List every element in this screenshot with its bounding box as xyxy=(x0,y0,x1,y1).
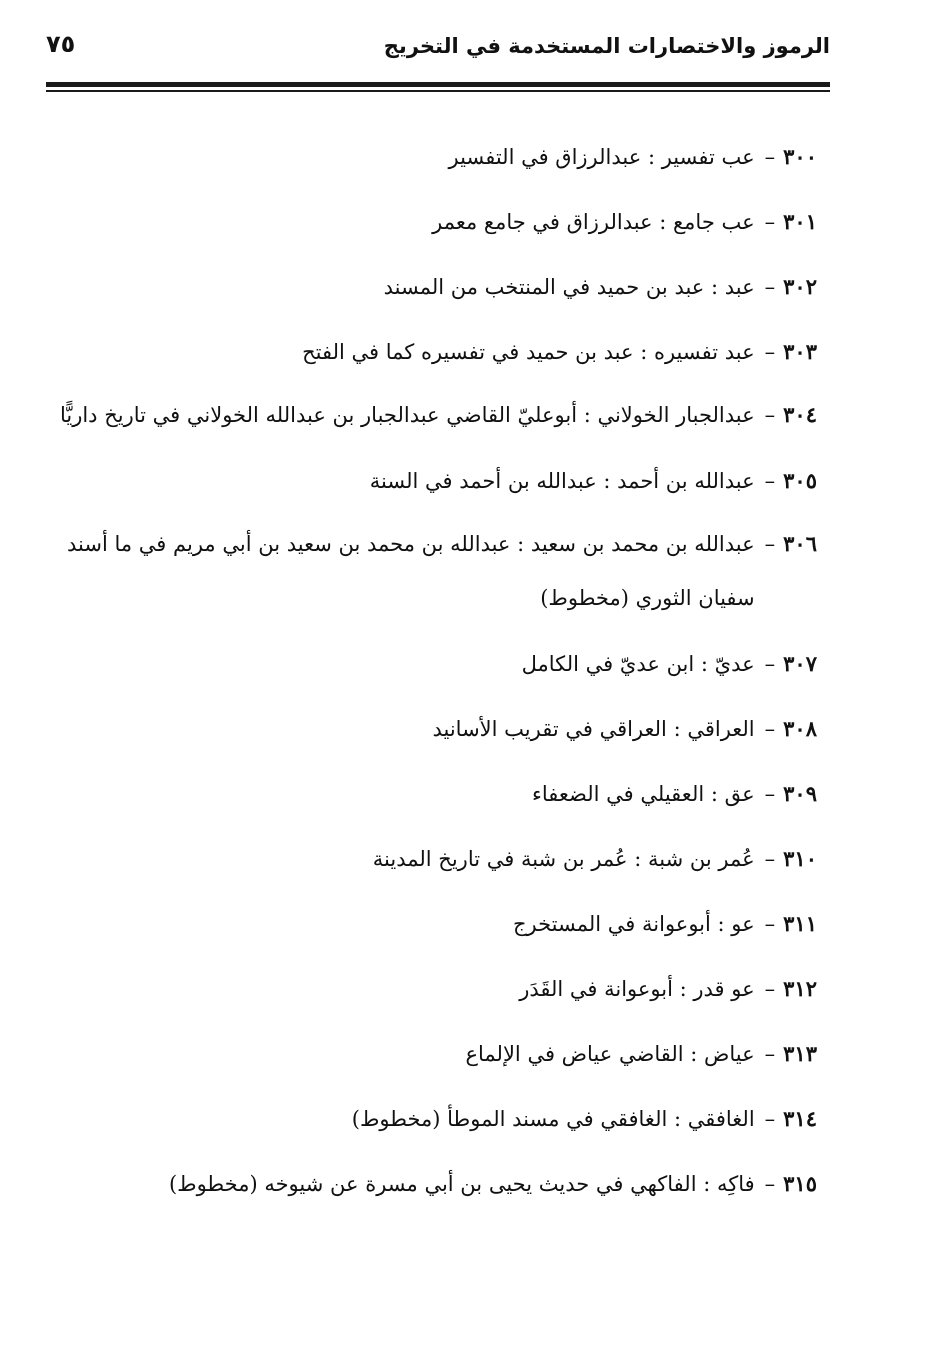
entry-text: عياض : القاضي عياض في الإلماع xyxy=(465,1042,755,1066)
entry-number: ٣١٤ xyxy=(783,1106,817,1131)
entry-dash: – xyxy=(764,275,776,299)
list-item xyxy=(50,830,817,895)
entry-dash: – xyxy=(764,469,776,493)
entry-number: ٣٠٠ xyxy=(783,144,817,169)
page-number: ٧٥ xyxy=(46,30,76,58)
entry-dash: – xyxy=(764,210,776,234)
entry-text: عبدالله بن محمد بن سعيد : عبدالله بن محمد بن سعيد بن أبي مريم في ما أسند سفيان الثوري (مخطوط) xyxy=(67,532,755,610)
entry-dash: – xyxy=(764,717,776,741)
entry-number: ٣١٠ xyxy=(783,846,817,871)
list-item xyxy=(50,193,817,258)
list-item xyxy=(50,323,817,388)
header-rule-thin xyxy=(46,90,830,92)
entry-text: عبدالله بن أحمد : عبدالله بن أحمد في السنة xyxy=(369,469,755,493)
entry-number: ٣٠٨ xyxy=(783,716,817,741)
entry-number: ٣١١ xyxy=(783,911,817,936)
entry-dash: – xyxy=(764,145,776,169)
entry-number: ٣١٢ xyxy=(783,976,817,1001)
entry-dash: – xyxy=(764,403,776,427)
entry-text: عو قدر : أبوعوانة في القَدَر xyxy=(519,977,755,1001)
entry-number: ٣٠٤ xyxy=(783,402,817,427)
list-item xyxy=(50,517,817,625)
list-item xyxy=(50,388,817,442)
entry-text: عُمر بن شبة : عُمر بن شبة في تاريخ المدينة xyxy=(372,847,755,871)
list-item xyxy=(50,765,817,830)
list-item xyxy=(50,700,817,765)
entry-text: عب تفسير : عبدالرزاق في التفسير xyxy=(448,145,755,169)
entry-dash: – xyxy=(764,847,776,871)
entry-number: ٣١٥ xyxy=(783,1171,817,1196)
running-header-title: الرموز والاختصارات المستخدمة في التخريج xyxy=(383,34,830,58)
entry-number: ٣٠٦ xyxy=(783,531,817,556)
list-item xyxy=(50,1025,817,1090)
page-header xyxy=(46,30,830,70)
entry-dash: – xyxy=(764,1172,776,1196)
list-item xyxy=(50,1155,817,1220)
entry-dash: – xyxy=(764,652,776,676)
entry-number: ٣٠١ xyxy=(783,209,817,234)
entry-dash: – xyxy=(764,912,776,936)
entry-dash: – xyxy=(764,1107,776,1131)
list-item xyxy=(50,128,817,193)
entry-text: عديّ : ابن عديّ في الكامل xyxy=(521,652,755,676)
abbreviation-list xyxy=(50,128,817,1220)
entry-number: ٣٠٥ xyxy=(783,468,817,493)
entry-text: فاكِه : الفاكهي في حديث يحيى بن أبي مسرة عن شيوخه (مخطوط) xyxy=(168,1172,755,1196)
list-item xyxy=(50,258,817,323)
entry-number: ٣٠٢ xyxy=(783,274,817,299)
entry-text: عب جامع : عبدالرزاق في جامع معمر xyxy=(432,210,755,234)
entry-text: عبد تفسيره : عبد بن حميد في تفسيره كما في الفتح xyxy=(302,340,755,364)
entry-text: العراقي : العراقي في تقريب الأسانيد xyxy=(432,717,755,741)
entry-dash: – xyxy=(764,532,776,556)
entry-number: ٣٠٩ xyxy=(783,781,817,806)
entry-dash: – xyxy=(764,1042,776,1066)
entry-text: عبد : عبد بن حميد في المنتخب من المسند xyxy=(383,275,755,299)
entry-text: الغافقي : الغافقي في مسند الموطأ (مخطوط) xyxy=(351,1107,755,1131)
entry-dash: – xyxy=(764,977,776,1001)
entry-text: عق : العقيلي في الضعفاء xyxy=(532,782,755,806)
entry-text: عو : أبوعوانة في المستخرج xyxy=(512,912,755,936)
entry-number: ٣١٣ xyxy=(783,1041,817,1066)
header-rule-thick xyxy=(46,82,830,87)
list-item xyxy=(50,960,817,1025)
entry-text: عبدالجبار الخولاني : أبوعليّ القاضي عبدالجبار بن عبدالله الخولاني في تاريخ داريًّا xyxy=(59,403,755,427)
list-item xyxy=(50,635,817,700)
list-item xyxy=(50,895,817,960)
list-item xyxy=(50,1090,817,1155)
entry-number: ٣٠٣ xyxy=(783,339,817,364)
entry-number: ٣٠٧ xyxy=(783,651,817,676)
list-item xyxy=(50,452,817,517)
entry-dash: – xyxy=(764,340,776,364)
entry-dash: – xyxy=(764,782,776,806)
